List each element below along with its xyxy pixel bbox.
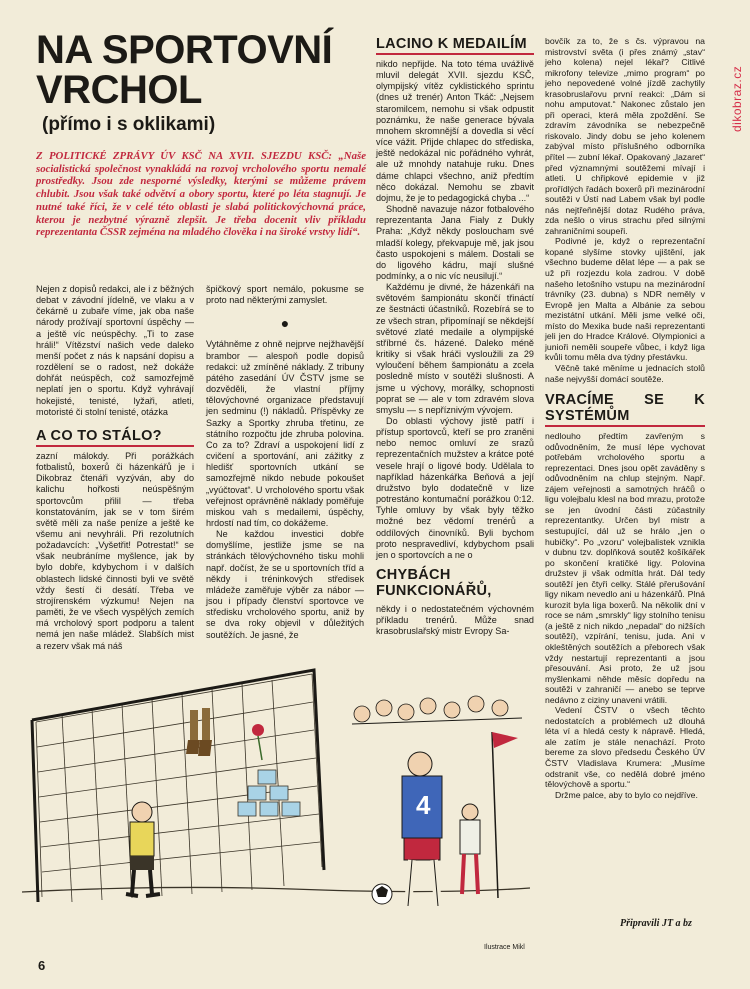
paragraph: bovčík za to, že s čs. výpravou na mistrovství světa (i přes známý „stav“ jeho kolena) nejel lékař? Citlivé mikrofony televize „mimo program“ po jeho nepovedené volné jízdě zachytily krasobruslařovu první reakci: „Dám si nohu amputovat.“ Nakonec zůstalo jen při operaci, která měla zpoždění. Se zdravím závodníka se nebezpečně riskovalo. Jindy dobu se jeho kolenem zabýval místo příslušného odborníka přítel — zubní lékař. Opakovaný „lazaret“ před významnými soutěžemi mívají i atleti. U chřipkové epidemie v již prořídlých řadách boxerů při mezinárodní soutěži v Ústí nad Labem však byl podle nás nejtřeňnější dotaz Rudého práva, zda nešlo o virus strachu před silnými zahraničními soupeři.	[545, 36, 705, 236]
paragraph: Každému je divné, že házenkáři na světovém šampionátu skončí třináctí ze šestnácti účastníků. Rozebírá se to ze všech stran, připomínají se někdejší světové zlaté medaile a olympijské stříbrné čs. házené. Daleko méně kritiky si však hráči vysloužili za 29 vyloučení během šampionátu a zcela posledně místo v soutěži slušnosti. A jsme u výchovy, morálky, schopnosti poprat se — ale v tom zdravém slova smyslu — s nepříznivým vývojem.	[376, 282, 534, 415]
article-column-4	[545, 36, 705, 800]
goalkeeper-figure	[126, 802, 160, 896]
section-heading: A CO TO STÁLO?	[36, 428, 194, 447]
paragraph: Nejen z dopisů redakci, ale i z běžných debat v závodní jídelně, ve vlaku a v čekárně u zubaře víme, jak oba naše národy prožívají sportovní úspěchy — a ještě víc neúspěchy. „Ti to zase hráli!“ Vítězství našich vede daleko menší počet z nás k napsání dopisu a rozdělení se o radost, než dokáže dohřát neúspěch, což samozřejmě neplatí jen o sportu. Když vyhrávají hokejisté, tenisté, lyžaři, atleti, motoristé či stolní tenisté, otázka	[36, 284, 194, 417]
section-heading: CHYBÁCH FUNKCIONÁŘŮ,	[376, 567, 492, 600]
corner-flag-icon	[492, 732, 518, 898]
player-figure	[460, 804, 480, 894]
paragraph: Ne každou investici dobře domyšlíme, jestliže jsme se na stránkách tělovýchovného tisku mohli např. dočíst, že se u sportovních tříd a někdy i tréninkových středisek mládeže zaměřuje výběr za nábor — jsou i případy členství sportovce ve středisku vrcholového sportu, aniž by se dva roky objevil v důležitých soutěžích. Je jasné, že	[206, 529, 364, 640]
ball-icon	[372, 884, 392, 904]
jersey-number: 4	[416, 790, 431, 820]
paragraph: zazní málokdy. Při porážkách fotbalistů, boxerů či házenkářů je i Dikobraz čtenáři vyzýván, aby do kalichu hořkosti neúspěšným sportovcům přilil — třeba konstatováním, jak se v tom širém světě měli za naše peníze a ještě ke všemu ani nevyhráli. Při rezolutních požadavcích: „Vyšetřit! Potrestat!“ se však neubráníme myšlence, jak by bylo dobře, kdybychom i v dalších oblastech lidské činnosti byli ve světě vždy šestí či desátí. Třeba ve strojírenském výzkumu! Nejen na paměti, že ve všech vyspělých zemích má vrcholový sport podporu a talent nemá jen naše mládež. Slabších mist a rezerv však má náš	[36, 450, 194, 651]
paragraph: Shodně navazuje názor fotbalového reprezentanta Jana Fialy z Dukly Praha: „Když někdy posloucham své mladší kolegy, překvapuje mě, jak jsou často uspokojeni s málem. Dostali se do ligového kádru, mají slušné podmínky, a o nic víc neusilují.“	[376, 204, 534, 281]
section-heading: VRACÍME SE K SYSTÉMŮM	[545, 392, 705, 427]
page-number: 6	[38, 958, 46, 973]
article-column-2	[206, 284, 364, 641]
paragraph: špičkový sport nemálo, pokusme se proto nad některými zamyslet.	[206, 284, 364, 306]
paragraph: Věčně také měníme u jednacích stolů naše nejvyšší domácí soutěže.	[545, 362, 705, 384]
paragraph: Vedení ČSTV o všech těchto nedostatcích a problémech už dlouhá léta ví a hledá cesty k nápravě. Hledá, ale zatím je stále nenachází. Proto bereme za slovo předsedu Českého ÚV ČSTV Vladislava Krumera: „Musíme odstranit vše, co nedělá dobré jméno tělovýchově a sportu.“	[545, 705, 705, 790]
article-column-1	[36, 284, 194, 652]
hanging-boots-icon	[186, 708, 212, 756]
separator-bullet: ●	[280, 315, 290, 332]
crowd-figures	[354, 696, 508, 722]
paragraph: někdy i o nedostatečném výchovném příkladu trenérů. Může snad krasobruslařský mistr Evropy Sa-	[376, 604, 534, 637]
paragraph: nikdo nepřijde. Na toto téma uvážlivě mluvil delegát XVII. sjezdu KSČ, olympijský vítěz cyklistického sprintu (dnes už trenér) Anton Tkáč: „Nejsem staromilcem, nemohu si však odpustit poznámku, že naše generace bývala mnohem skromnější a dovedla si věcí více vážit. Přijde chlapec do střediska, ještě nedokázal nic pořádného vyhrát, ale už mnohdy natahuje ruku. Dnes dáme chlapci všechno, aniž předtím něco dokázal. Nemohu se zbavit dojmu, že je to pedagogická chyba ...“	[376, 59, 534, 203]
illustration-credit: Ilustrace Mikl	[484, 944, 525, 951]
paragraph: Držme palce, aby to bylo co nejdříve.	[555, 789, 698, 800]
article-column-3	[376, 36, 534, 638]
cartoon-illustration	[22, 662, 530, 947]
paragraph: Do oblasti výchovy jistě patří i přístup sportovců, kteří se pro zraněni nebo nemoc omluví ze srazů reprezentačních mužstev a krátce poté vesele hrají o ligové body. Udělala to například házenkářka Beňová a její družstvo bylo dodatečně v lize potrestáno kontumační porážkou 0:12. Tyhle omluvy by však byly těžko možné bez vědomí trenérů a oddílových činovníků. Byli bychom proto nespravedliví, kdybychom psali jen o sportovcích a ne o	[376, 416, 534, 560]
flower-icon	[252, 724, 264, 760]
paragraph: nedlouho předtím zavřeným s odůvodněním, že musí lépe vychovat potřebám vrcholového sportu a reprezentaci. Dnes jsou opět zaváděny s odůvodněním na chlup stejným. Např. zájem veřejnosti a samotných hráčů o ligu volejbalu klesl na bod mrazu, protože se jen úvodní části zúčastnily reprezentantky. Určen byl mistr a sestupující, dál už se hrálo „jen o hubičky“. Po „vzoru“ volejbalistek vznikla v dubnu tzv. doplňková soutěž košíkářek po skončení kratičké ligy. Polovina družstev ji však odmítla hrát. Dál tedy soutěží jen čtyři celky. Stálé přerušování ligy nikam nevedlo ani u házenkářů. Plná kurozit byla liga boxerů. Na několik dní v roce se nám „smrskly“ ligy stolního tenisu (a ještě z nich nikdo „nepadal“ do nižších soutěží), vzpírání, tenisu, juda. Ani v okleštěných soutěžích a přeborech však vždy nestartují reprezentanti a jsou přesouvání. Asi proto, že už jsou myšlenkami něhde měsíc dopředu na soutěži v zahraničí — anebo se teprve nedávno z ciziny unaveni vrátili.	[545, 431, 705, 705]
page-title: NA SPORTOVNÍ VRCHOL	[36, 28, 333, 112]
paragraph: Podivné je, když o reprezentační kopané slyšíme stovky ujištění, jak všechno budeme dělat lépe — a pak se už při rozjezdu kola zadrou. V době našeho letošního vstupu na mezinárodní trávníky (23. dubna) s NDR neměly v Evropě jen Malta a Albánie za sebou mezistátní utkání. Měli jsme velké oči, místo do Mexika bude naši reprezentanti jeli jen do Hradce Králové. Olympionici a junioři neměli soupeře vůbec, i když liga kvůli tomu měla dva týdny přestávku.	[545, 236, 705, 363]
lead-text: Z POLITICKÉ ZPRÁVY ÚV KSČ NA XVII. SJEZDU KSČ: „Naše socialistická společnost vynakládá na rozvoj vrcholového sportu nemalé prostředky. Jsou zde nesporné výsledky, kterými se můžeme právem chlubit. Jsou však také odvětví a obory sportu, které po léta stagnují. Je nutné také říci, že v celé této oblasti je slabá politickovýchovná práce, kterou je nezbytné výrazně zlepšit. Je třeba docenit vliv příkladu reprezentanta ČSSR zejména na mladého člověka i na široké vrstvy lidí“.	[36, 150, 366, 239]
signature: Připravili JT a bz	[620, 918, 692, 929]
section-heading: LACINO K MEDAILÍM	[376, 36, 534, 55]
page-subtitle: (přímo i s oklikami)	[42, 114, 216, 135]
side-credit: dikobraz.cz	[730, 65, 744, 132]
lead-quote	[36, 150, 366, 239]
player-figure	[402, 752, 442, 906]
paragraph: Vytáhněme z ohně nejprve nejžhavější brambor — alespoň podle dopisů redakci: už zmíněné náklady. Z tribuny pátého zasedání ÚV ČSTV jsme se dozvěděli, že vlastní příjmy tělovýchovné organizace představují jen sedminu (!) nákladů. Příspěvky ze Sazky a Sportky zhruba třetinu, ze státního rozpočtu jde zhruba polovina. Co za to? Zdraví a uspokojení lidí z cvičení a sportování, ani zážitky z hledišť sportovních utkání se samozřejmě nikdo nebude pokoušet „vyúčtovat“. U vrcholového sportu však veřejnost oprávněně náklady poměřuje miskou vah s medailemi, úspěchy, hrdostí nad tím, co dokážeme.	[206, 339, 364, 528]
